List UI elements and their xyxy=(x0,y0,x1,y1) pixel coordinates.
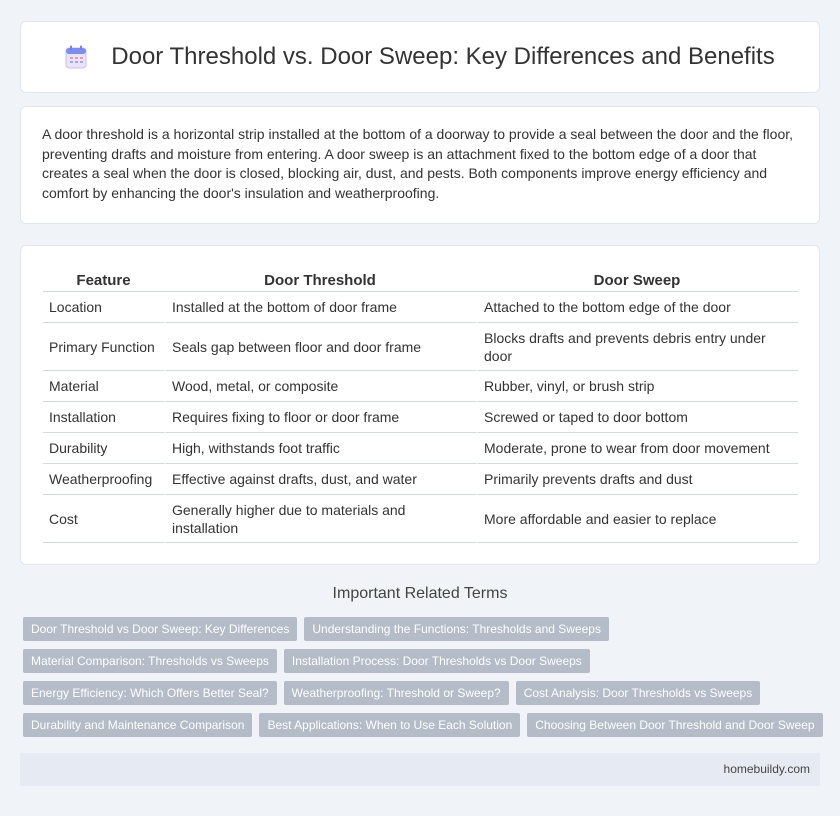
table-row xyxy=(43,402,798,433)
table-cell: Material xyxy=(43,371,164,402)
table-row xyxy=(43,433,798,464)
table-cell: Wood, metal, or composite xyxy=(164,371,476,402)
table-cell: Blocks drafts and prevents debris entry under door xyxy=(476,323,798,371)
calendar-icon xyxy=(65,45,87,69)
page-title: Door Threshold vs. Door Sweep: Key Differences and Benefits xyxy=(111,43,775,70)
related-term-tag[interactable]: Material Comparison: Thresholds vs Sweeps xyxy=(23,649,277,673)
table-cell: Attached to the bottom edge of the door xyxy=(476,292,798,323)
table-cell: More affordable and easier to replace xyxy=(476,495,798,543)
column-header-threshold: Door Threshold xyxy=(164,266,476,292)
table-cell: Installation xyxy=(43,402,164,433)
column-header-feature: Feature xyxy=(43,266,164,292)
related-term-tag[interactable]: Weatherproofing: Threshold or Sweep? xyxy=(284,681,509,705)
related-term-tag[interactable]: Door Threshold vs Door Sweep: Key Differences xyxy=(23,617,297,641)
related-term-tag[interactable]: Choosing Between Door Threshold and Door Sweep xyxy=(527,713,822,737)
column-header-sweep: Door Sweep xyxy=(476,266,798,292)
table-cell: Durability xyxy=(43,433,164,464)
related-terms-tags xyxy=(23,617,823,745)
related-terms-title: Important Related Terms xyxy=(332,585,508,602)
table-cell: Generally higher due to materials and installation xyxy=(164,495,476,543)
table-cell: Rubber, vinyl, or brush strip xyxy=(476,371,798,402)
intro-card xyxy=(20,106,820,224)
table-cell: Cost xyxy=(43,495,164,543)
table-row xyxy=(43,464,798,495)
footer-site-link[interactable]: homebuildy.com xyxy=(723,762,810,776)
table-cell: Requires fixing to floor or door frame xyxy=(164,402,476,433)
footer xyxy=(20,753,820,786)
table-row xyxy=(43,495,798,543)
table-row xyxy=(43,292,798,323)
comparison-table xyxy=(43,266,798,543)
table-header-row xyxy=(43,266,798,292)
table-cell: Weatherproofing xyxy=(43,464,164,495)
table-cell: Location xyxy=(43,292,164,323)
related-term-tag[interactable]: Understanding the Functions: Thresholds and Sweeps xyxy=(304,617,609,641)
table-row xyxy=(43,323,798,371)
related-term-tag[interactable]: Durability and Maintenance Comparison xyxy=(23,713,252,737)
table-cell: Primarily prevents drafts and dust xyxy=(476,464,798,495)
table-cell: Moderate, prone to wear from door movement xyxy=(476,433,798,464)
table-cell: Seals gap between floor and door frame xyxy=(164,323,476,371)
related-term-tag[interactable]: Installation Process: Door Thresholds vs Door Sweeps xyxy=(284,649,590,673)
table-cell: Installed at the bottom of door frame xyxy=(164,292,476,323)
table-row xyxy=(43,371,798,402)
table-cell: Effective against drafts, dust, and water xyxy=(164,464,476,495)
related-term-tag[interactable]: Cost Analysis: Door Thresholds vs Sweeps xyxy=(516,681,761,705)
header-card xyxy=(20,21,820,93)
related-term-tag[interactable]: Best Applications: When to Use Each Solution xyxy=(259,713,520,737)
intro-text: A door threshold is a horizontal strip installed at the bottom of a doorway to provide a seal between the door and the floor, preventing drafts and moisture from entering. A door sweep is an attachment fixed to the bottom edge of a door that creates a seal when the door is closed, blocking air, dust, and pests. Both components improve energy efficiency and comfort by enhancing the door's insulation and weatherproofing. xyxy=(42,126,794,201)
related-term-tag[interactable]: Energy Efficiency: Which Offers Better Seal? xyxy=(23,681,277,705)
table-cell: High, withstands foot traffic xyxy=(164,433,476,464)
table-cell: Primary Function xyxy=(43,323,164,371)
table-cell: Screwed or taped to door bottom xyxy=(476,402,798,433)
comparison-table-card xyxy=(20,245,820,565)
